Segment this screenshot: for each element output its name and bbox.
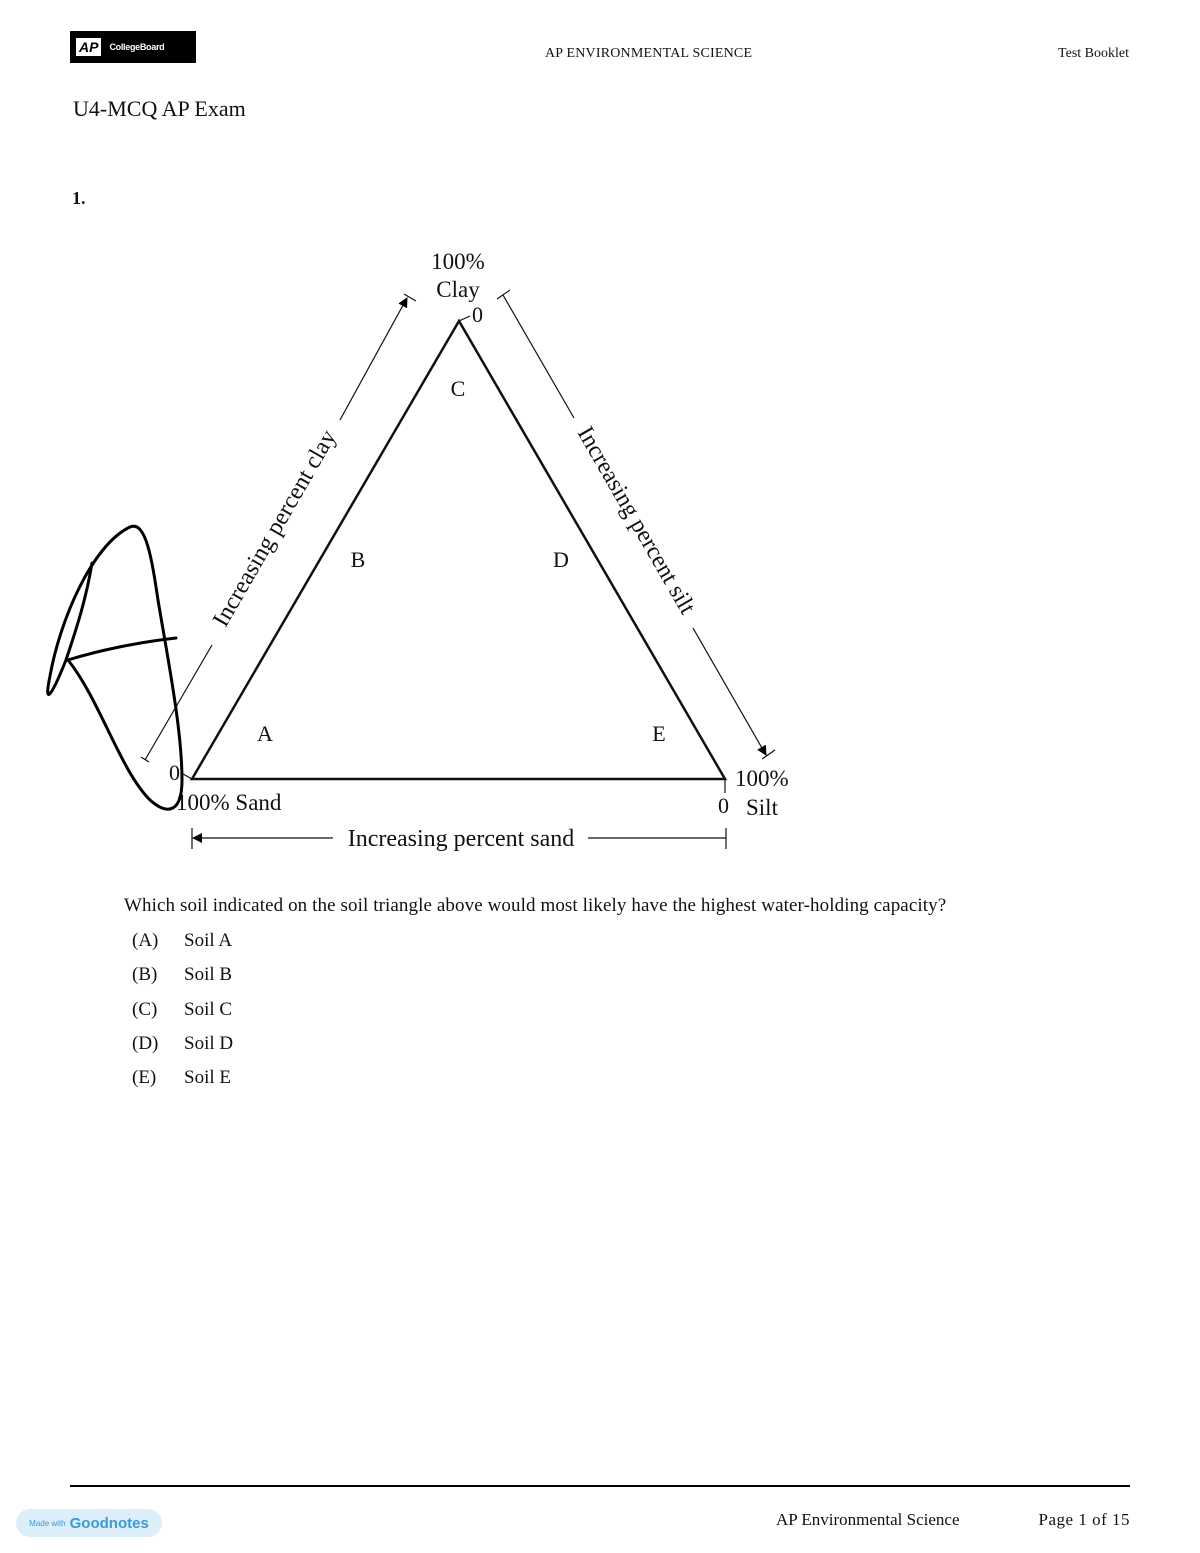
right-name-label: Silt: [746, 795, 778, 820]
page-number: Page 1 of 15: [1038, 1510, 1130, 1529]
choice-text: Soil D: [184, 1032, 234, 1054]
silt-axis-start-tick: [497, 290, 510, 299]
clay-axis-label: Increasing percent clay: [208, 425, 342, 632]
left-zero-tick: [183, 774, 192, 779]
left-zero-label: 0: [169, 760, 180, 785]
right-percent-label: 100%: [735, 766, 789, 791]
choice-text: Soil B: [184, 964, 233, 986]
choice-letter: (E): [132, 1067, 157, 1089]
choice-text: Soil E: [184, 1067, 231, 1089]
choice-text: Soil C: [184, 998, 233, 1020]
choice-a[interactable]: [132, 930, 233, 964]
top-zero-label: 0: [472, 302, 483, 327]
sand-axis-label: Increasing percent sand: [347, 826, 575, 852]
region-label-e: E: [652, 721, 666, 746]
question-stem: Which soil indicated on the soil triangle above would most likely have the highest water-holding capacity?: [124, 895, 947, 916]
choice-c[interactable]: [132, 999, 233, 1033]
left-corner-label: 100% Sand: [176, 790, 282, 815]
silt-axis-line-upper: [503, 295, 574, 418]
choice-letter: (D): [132, 1032, 159, 1054]
region-label-c: C: [450, 376, 466, 401]
footer-subject: AP Environmental Science: [776, 1510, 960, 1529]
choice-e[interactable]: [132, 1067, 233, 1101]
choice-b[interactable]: [132, 964, 233, 998]
handwritten-mark: [48, 526, 182, 809]
goodnotes-made-with: Made with: [29, 1518, 66, 1528]
choice-letter: (B): [132, 964, 158, 986]
footer-divider: [70, 1485, 1130, 1487]
clay-axis-line-upper: [340, 298, 407, 420]
top-zero-tick: [459, 316, 470, 321]
collegeboard-logo-text: CollegeBoard: [109, 42, 165, 52]
region-label-d: D: [553, 547, 569, 572]
exam-title: U4-MCQ AP Exam: [73, 96, 246, 121]
silt-axis-label: Increasing percent silt: [571, 422, 701, 619]
header-subject: AP ENVIRONMENTAL SCIENCE: [545, 46, 753, 61]
silt-axis-line-lower: [693, 628, 766, 755]
choice-d[interactable]: [132, 1033, 233, 1067]
top-percent-label: 100%: [431, 249, 485, 274]
right-zero-label: 0: [718, 793, 729, 818]
choice-text: Soil A: [184, 930, 233, 951]
question-number: 1.: [72, 188, 86, 208]
ap-logo-mark: AP: [76, 38, 101, 56]
region-label-b: B: [350, 547, 366, 572]
goodnotes-badge: [16, 1509, 162, 1537]
choice-letter: (C): [132, 998, 158, 1020]
header-booklet-label: Test Booklet: [1058, 46, 1129, 61]
goodnotes-brand: Goodnotes: [69, 1514, 149, 1532]
top-name-label: Clay: [436, 277, 480, 302]
region-label-a: A: [257, 721, 273, 746]
answer-choices: [132, 930, 233, 1101]
choice-letter: (A): [132, 930, 159, 951]
